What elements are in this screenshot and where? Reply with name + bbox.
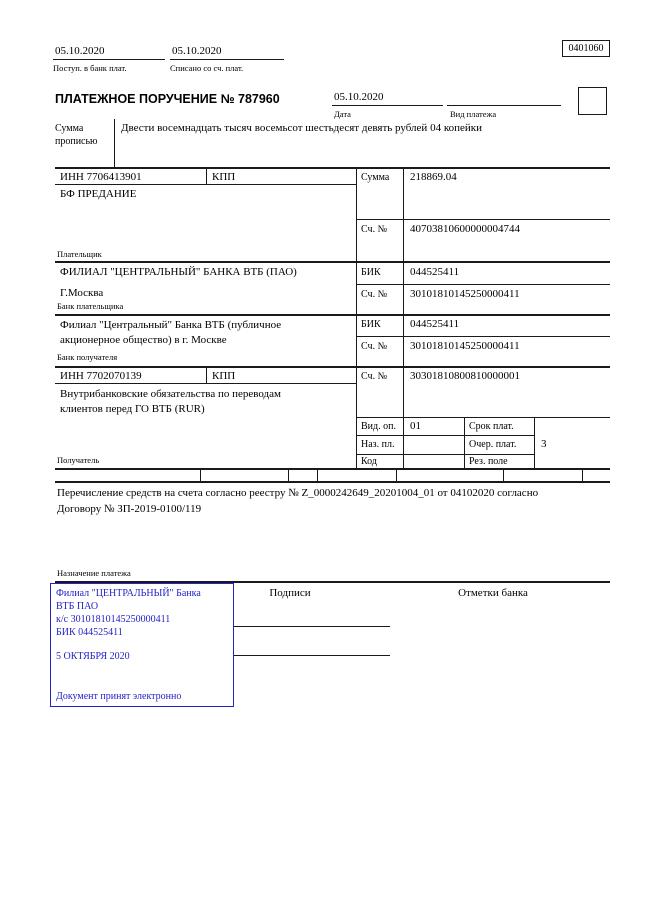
payee-name-line1: Внутрибанковские обязательства по переводам <box>60 388 281 400</box>
table-border <box>55 261 610 263</box>
stamp-date: 5 ОКТЯБРЯ 2020 <box>56 651 130 662</box>
table-border <box>356 454 534 455</box>
payee-kpp-label: КПП <box>212 370 236 382</box>
srok-plat-label: Срок плат. <box>469 421 514 432</box>
kod-label: Код <box>361 456 377 467</box>
naz-pl-label: Наз. пл. <box>361 439 395 450</box>
debited-date: 05.10.2020 <box>172 45 222 57</box>
payer-bank-bik-value: 044525411 <box>410 266 460 278</box>
payer-inn: ИНН 7706413901 <box>60 171 142 183</box>
payee-bank-name-line2: акционерное общество) в г. Москве <box>60 334 227 346</box>
table-border <box>356 167 357 468</box>
table-border <box>55 167 610 169</box>
payer-bank-section-label: Банк плательщика <box>57 301 124 311</box>
payee-bank-account-label: Сч. № <box>361 341 388 352</box>
signature-line <box>234 655 390 656</box>
payee-bank-section-label: Банк получателя <box>57 352 118 362</box>
payee-name-line2: клиентов перед ГО ВТБ (RUR) <box>60 403 205 415</box>
payee-bank-bik-label: БИК <box>361 319 381 330</box>
divider <box>332 105 443 106</box>
strip-cell-divider <box>503 468 504 481</box>
strip-cell-divider <box>396 468 397 481</box>
table-border <box>55 314 610 316</box>
table-border <box>464 417 465 468</box>
table-border <box>55 383 356 384</box>
payee-bank-bik-value: 044525411 <box>410 318 460 330</box>
bank-marks-label: Отметки банка <box>458 587 528 599</box>
table-border <box>403 167 404 468</box>
payer-kpp-label: КПП <box>212 171 236 183</box>
rez-pole-label: Рез. поле <box>469 456 508 467</box>
form-code-box: 0401060 <box>562 40 610 57</box>
payee-account-label: Сч. № <box>361 371 388 382</box>
purpose-line2: Договору № ЗП-2019-0100/119 <box>57 503 202 515</box>
purpose-section-label: Назначение платежа <box>57 568 131 578</box>
payment-kind-checkbox <box>578 87 607 115</box>
debited-date-label: Списано со сч. плат. <box>170 63 244 73</box>
payer-account-value: 40703810600000004744 <box>410 223 520 235</box>
table-border <box>356 435 534 436</box>
table-border <box>55 184 356 185</box>
payer-name: БФ ПРЕДАНИЕ <box>60 188 137 200</box>
stamp-bank-name-line1: Филиал "ЦЕНТРАЛЬНЫЙ" Банка <box>56 588 201 599</box>
table-border <box>356 219 610 220</box>
table-border <box>55 481 610 483</box>
divider <box>114 119 115 167</box>
payee-bank-name-line1: Филиал "Центральный" Банка ВТБ (публичное <box>60 319 282 331</box>
purpose-line1: Перечисление средств на счета согласно реестру № Z_0000242649_20201004_01 от 04102020 согласно <box>57 487 539 499</box>
vid-op-label: Вид. оп. <box>361 421 396 432</box>
strip-cell-divider <box>317 468 318 481</box>
payer-section-label: Плательщик <box>57 249 102 259</box>
document-title: ПЛАТЕЖНОЕ ПОРУЧЕНИЕ № 787960 <box>55 92 280 106</box>
table-border <box>356 284 610 285</box>
payer-account-label: Сч. № <box>361 224 388 235</box>
payee-bank-account-value: 30101810145250000411 <box>410 340 520 352</box>
divider <box>170 59 284 60</box>
payment-kind-label: Вид платежа <box>450 109 497 119</box>
date-label: Дата <box>334 109 351 119</box>
signatures-label: Подписи <box>269 587 311 599</box>
signature-line <box>234 626 390 627</box>
stamp-bik: БИК 044525411 <box>56 627 123 638</box>
payer-bank-bik-label: БИК <box>361 267 381 278</box>
table-border <box>356 336 610 337</box>
table-border <box>206 167 207 184</box>
received-date: 05.10.2020 <box>55 45 105 57</box>
payee-account-value: 30301810800810000001 <box>410 370 520 382</box>
received-date-label: Поступ. в банк плат. <box>53 63 127 73</box>
stamp-note: Документ принят электронно <box>56 691 182 702</box>
amount-label: Сумма <box>361 172 390 183</box>
strip-cell-divider <box>288 468 289 481</box>
payee-inn: ИНН 7702070139 <box>60 370 142 382</box>
amount-words-label: Сумма прописью <box>55 123 98 147</box>
table-border <box>55 468 610 470</box>
vid-op-value: 01 <box>410 420 421 432</box>
payer-bank-account-value: 30101810145250000411 <box>410 288 520 300</box>
payer-bank-account-label: Сч. № <box>361 289 388 300</box>
table-border <box>356 417 610 418</box>
divider <box>53 59 165 60</box>
strip-cell-divider <box>582 468 583 481</box>
payer-bank-name-line2: Г.Москва <box>60 287 104 299</box>
strip-cell-divider <box>200 468 201 481</box>
amount-value: 218869.04 <box>410 171 457 183</box>
stamp-bank-name-line2: ВТБ ПАО <box>56 601 99 612</box>
table-border <box>534 417 535 468</box>
ocher-plat-label: Очер. плат. <box>469 439 517 450</box>
stamp-corr-account: к/с 30101810145250000411 <box>56 614 171 625</box>
table-border <box>55 366 610 368</box>
table-border <box>206 366 207 383</box>
divider <box>447 105 561 106</box>
payer-bank-name-line1: ФИЛИАЛ "ЦЕНТРАЛЬНЫЙ" БАНКА ВТБ (ПАО) <box>60 266 297 278</box>
document-date: 05.10.2020 <box>334 91 384 103</box>
ocher-plat-value: 3 <box>541 438 547 450</box>
payee-section-label: Получатель <box>57 455 100 465</box>
amount-words-value: Двести восемнадцать тысяч восемьсот шестьдесят девять рублей 04 копейки <box>121 122 482 134</box>
